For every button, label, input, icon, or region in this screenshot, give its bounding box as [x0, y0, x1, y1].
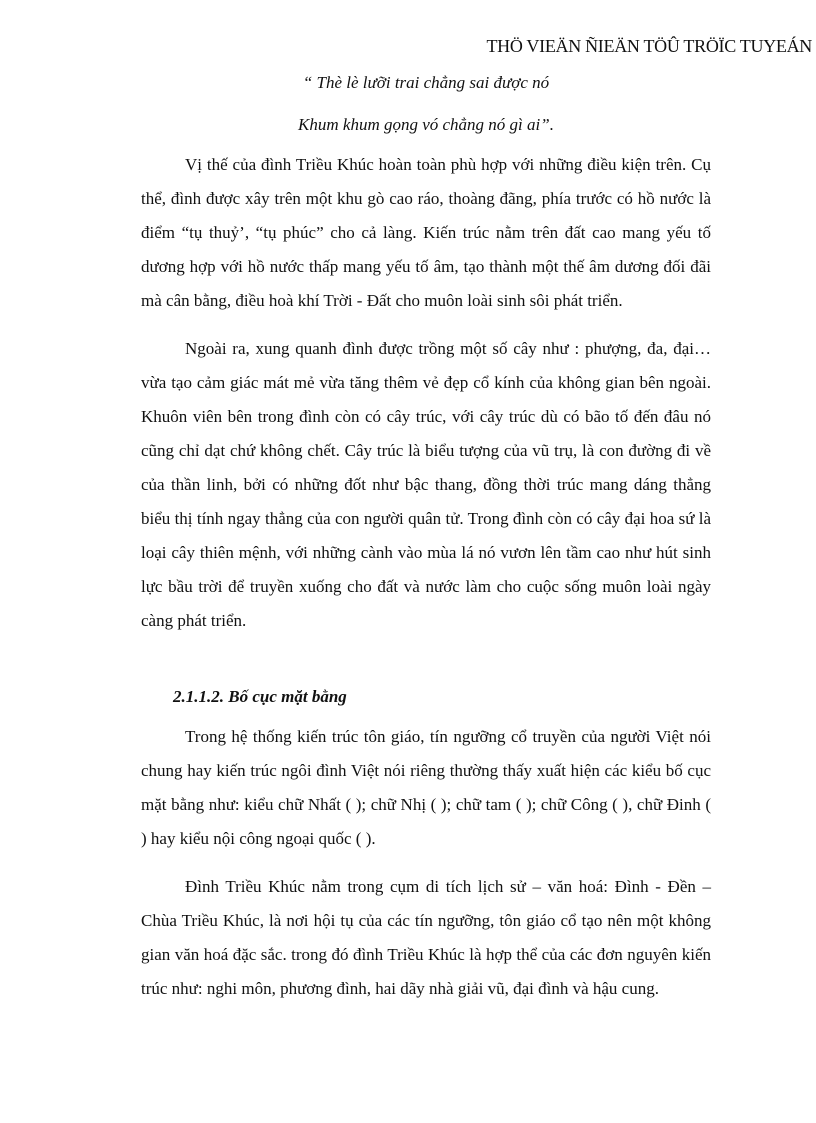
- section-heading: 2.1.1.2. Bố cục mặt bằng: [173, 687, 347, 706]
- verse-line-1: “ Thè lè lưỡi trai chẳng sai được nó: [302, 73, 550, 92]
- paragraph-layout-types: Trong hệ thống kiến trúc tôn giáo, tín ngưỡng cổ truyền của người Việt nói chung hay kiến trúc ngôi đình Việt nói riêng thường thấy xuất hiện các kiểu bố cục mặt bằng như: kiểu chữ Nhất ( ); chữ Nhị ( ); chữ tam ( ); chữ Công ( ), chữ Đinh ( ) hay kiểu nội công ngoại quốc ( ).: [141, 727, 711, 848]
- running-header: THÖ VIEÄN ÑIEÄN TÖÛ TRÖÏC TUYEÁN: [486, 36, 812, 56]
- paragraph-trees: Ngoài ra, xung quanh đình được trồng một số cây như : phượng, đa, đại… vừa tạo cảm giác mát mẻ vừa tăng thêm vẻ đẹp cổ kính của không gian bên ngoài. Khuôn viên bên trong đình còn có cây trúc, với cây trúc dù có bão tố đến đâu nó cũng chỉ dạt chứ không chết. Cây trúc là biểu tượng của vũ trụ, là con đường đi về của thần linh, bởi có những đốt như bậc thang, đồng thời trúc mang dáng thẳng biểu thị tính ngay thẳng của con người quân tử. Trong đình còn có cây đại hoa sứ là loại cây thiên mệnh, với những cành vào mùa lá nó vươn lên tầm cao như hút sinh lực bầu trời để truyền xuống cho đất và nước làm cho cuộc sống muôn loài ngày càng phát triển.: [141, 339, 711, 630]
- paragraph-trieu-khuc: Đình Triều Khúc nằm trong cụm di tích lịch sử – văn hoá: Đình - Đền – Chùa Triều Khúc, là nơi hội tụ của các tín ngưỡng, tôn giáo cổ tạo nên một không gian văn hoá đặc sắc. trong đó đình Triều Khúc là hợp thể của các đơn nguyên kiến trúc như: nghi môn, phương đình, hai dãy nhà giải vũ, đại đình và hậu cung.: [141, 877, 711, 998]
- paragraph-location: Vị thế của đình Triều Khúc hoàn toàn phù hợp với những điều kiện trên. Cụ thể, đình được xây trên một khu gò cao ráo, thoàng đãng, phía trước có hồ nước là điểm “tụ thuỷ’, “tụ phúc” cho cả làng. Kiến trúc nằm trên đất cao mang yếu tố dương hợp với hồ nước thấp mang yếu tố âm, tạo thành một thế âm dương đối đãi mà cân bằng, điều hoà khí Trời - Đất cho muôn loài sinh sôi phát triển.: [141, 155, 711, 310]
- page-body: [141, 66, 711, 1006]
- quoted-verse: [141, 66, 711, 142]
- verse-line-2: Khum khum gọng vó chẳng nó gì ai”.: [298, 115, 554, 134]
